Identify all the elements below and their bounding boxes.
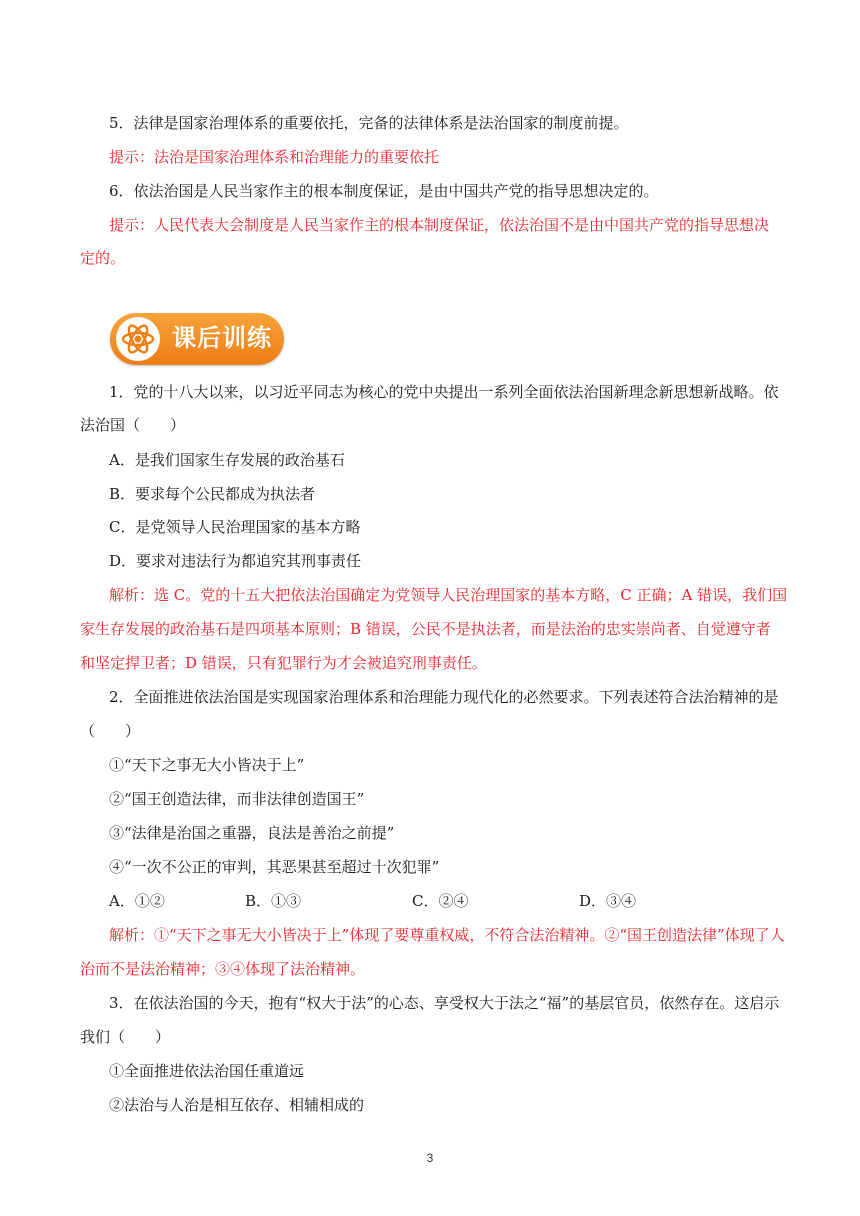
q1-option-a: A．是我们国家生存发展的政治基石 xyxy=(109,451,345,469)
q2-stem-line1: 2．全面推进依法治国是实现国家治理体系和治理能力现代化的必然要求。下列表述符合法治精神的是 xyxy=(109,688,779,706)
q1-option-d: D．要求对违法行为都追究其刑事责任 xyxy=(109,552,362,570)
section-badge xyxy=(110,313,284,365)
q3-stem-line1: 3．在依法治国的今天，抱有“权大于法”的心态、享受权大于法之“福”的基层官员，依然存在。这启示 xyxy=(109,994,780,1012)
q2-analysis-line2: 治而不是法治精神；③④体现了法治精神。 xyxy=(80,960,366,978)
hint-5: 提示：法治是国家治理体系和治理能力的重要依托 xyxy=(109,148,440,166)
q1-analysis-line3: 和坚定捍卫者；D 错误，只有犯罪行为才会被追究刑事责任。 xyxy=(80,654,487,672)
q1-stem-line1: 1．党的十八大以来，以习近平同志为核心的党中央提出一系列全面依法治国新理念新思想新战略。依 xyxy=(109,383,779,401)
q2-analysis-line1: 解析：①“天下之事无大小皆决于上”体现了要尊重权威，不符合法治精神。②“国王创造法律”体现了人 xyxy=(109,926,785,944)
page-number: 3 xyxy=(426,1151,434,1165)
q1-option-b: B．要求每个公民都成为执法者 xyxy=(109,485,316,503)
q1-stem-line2: 法治国（ ） xyxy=(80,416,186,434)
hint-6-line2: 定的。 xyxy=(80,249,126,267)
q2-statement-1: ①“天下之事无大小皆决于上” xyxy=(109,756,305,774)
q1-option-c: C．是党领导人民治理国家的基本方略 xyxy=(109,518,361,536)
q3-statement-1: ①全面推进依法治国任重道远 xyxy=(109,1062,305,1080)
q2-stem-line2: （ ） xyxy=(80,722,141,740)
atom-icon xyxy=(116,317,160,361)
section-title: 课后训练 xyxy=(172,324,272,352)
hint-6-line1: 提示：人民代表大会制度是人民当家作主的根本制度保证，依法治国不是由中国共产党的指导思想决 xyxy=(109,216,770,234)
q2-statement-4: ④“一次不公正的审判，其恶果甚至超过十次犯罪” xyxy=(109,858,440,876)
q3-stem-line2: 我们（ ） xyxy=(80,1028,171,1046)
q2-option-c: C．②④ xyxy=(412,892,469,910)
q2-statement-3: ③“法律是治国之重器，良法是善治之前提” xyxy=(109,824,395,842)
item-5: 5．法律是国家治理体系的重要依托，完备的法律体系是法治国家的制度前提。 xyxy=(109,114,629,132)
q2-option-a: A．①② xyxy=(109,892,165,910)
q1-analysis-line1: 解析：选 C。党的十五大把依法治国确定为党领导人民治理国家的基本方略，C 正确；A 错误，我们国 xyxy=(109,586,788,604)
item-6: 6．依法治国是人民当家作主的根本制度保证，是由中国共产党的指导思想决定的。 xyxy=(109,182,659,200)
q3-statement-2: ②法治与人治是相互依存、相辅相成的 xyxy=(109,1096,365,1114)
q2-statement-2: ②“国王创造法律，而非法律创造国王” xyxy=(109,790,365,808)
q2-option-b: B．①③ xyxy=(245,892,302,910)
q2-option-d: D．③④ xyxy=(579,892,637,910)
q1-analysis-line2: 家生存发展的政治基石是四项基本原则；B 错误，公民不是执法者，而是法治的忠实崇尚者、自觉遵守者 xyxy=(80,620,771,638)
